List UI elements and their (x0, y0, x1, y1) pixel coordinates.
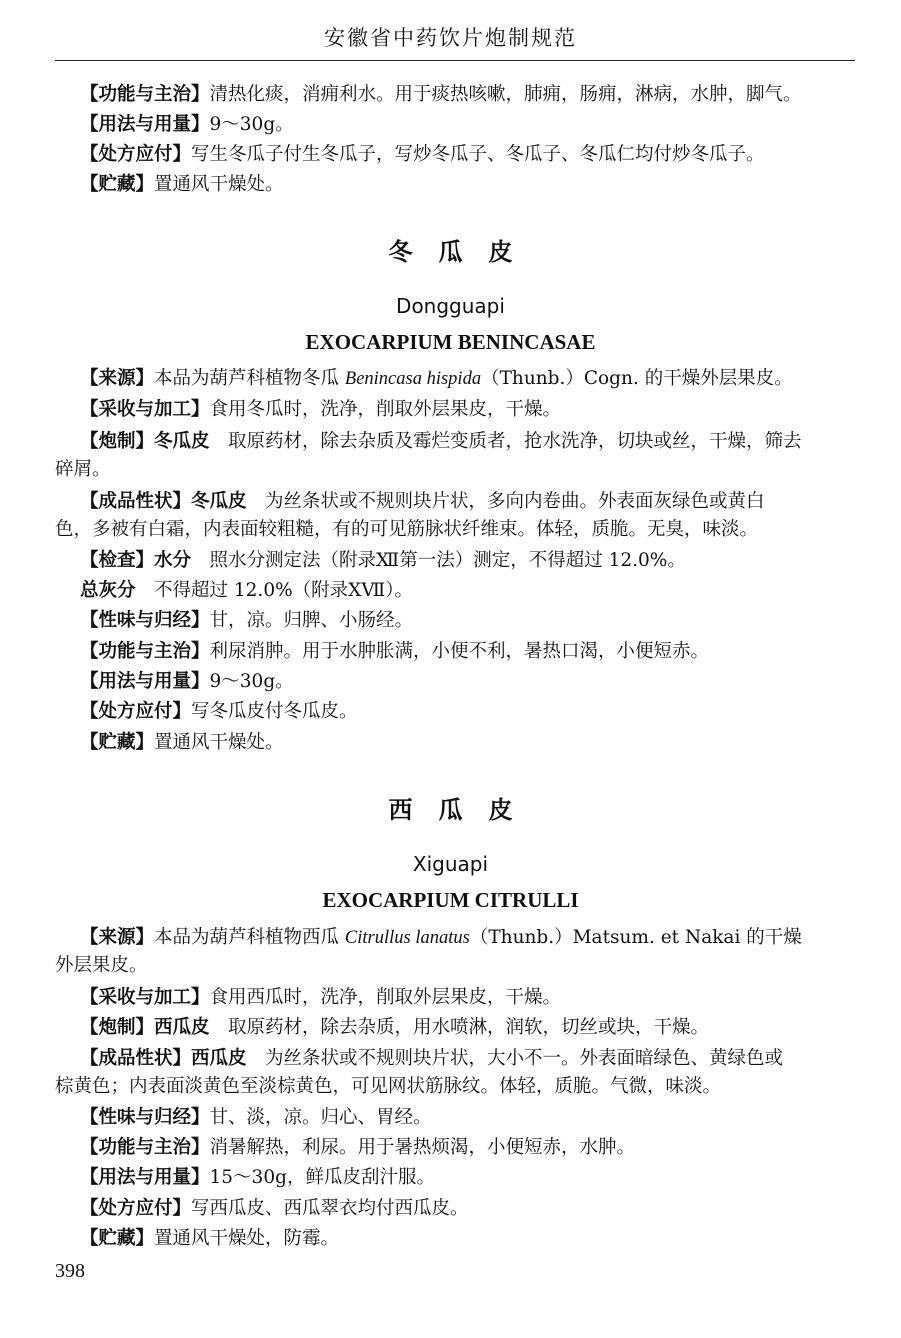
entry2-gongneng: 【功能与主治】消暑解热，利尿。用于暑热烦渴，小便短赤，水肿。 (80, 1137, 636, 1158)
entry1-xingwei: 【性味与归经】甘，凉。归脾、小肠经。 (80, 610, 414, 631)
entry2-laiyuan-cont: 外层果皮。 (55, 955, 148, 976)
entry2-pinyin: Xiguapi (412, 852, 489, 876)
entry1-yongfa: 【用法与用量】9～30g。 (80, 671, 294, 692)
entry2-title: 西瓜皮 (388, 796, 539, 824)
running-header (0, 0, 901, 62)
entry1-xingzhuang-cont: 色，多被有白霜，内表面较粗糙，有的可见筋脉状纤维束。体轻，质脆。无臭，味淡。 (55, 519, 759, 540)
entry1-xingzhuang: 【成品性状】冬瓜皮 为丝条状或不规则块片状，多向内卷曲。外表面灰绿色或黄白 (80, 491, 765, 512)
entry2-yongfa: 【用法与用量】15～30g，鲜瓜皮刮汁服。 (80, 1167, 435, 1188)
entry1-latin-name: EXOCARPIUM BENINCASAE (305, 330, 596, 354)
entry2-zhucang: 【贮藏】置通风干燥处，防霉。 (80, 1228, 340, 1249)
entry1-huifen: 总灰分 不得超过 12.0%（附录ⅩⅦ）。 (80, 580, 413, 601)
entry1-pinyin: Dongguapi (396, 294, 505, 318)
entry1-paozhi: 【炮制】冬瓜皮 取原药材，除去杂质及霉烂变质者，抢水洗净，切块或丝，干燥，筛去 (80, 431, 802, 452)
prev-gongneng: 【功能与主治】清热化痰，消痈利水。用于痰热咳嗽，肺痈，肠痈，淋病，水肿，脚气。 (80, 84, 802, 105)
entry1-title: 冬瓜皮 (388, 238, 539, 266)
entry1-laiyuan: 【来源】本品为葫芦科植物冬瓜 Benincasa hispida（Thunb.）Cogn. 的干燥外层果皮。 (80, 368, 793, 389)
entry1-gongneng: 【功能与主治】利尿消肿。用于水肿胀满，小便不利，暑热口渴，小便短赤。 (80, 641, 710, 662)
entry2-xingzhuang-cont: 棕黄色；内表面淡黄色至淡棕黄色，可见网状筋脉纹。体轻，质脆。气微，味淡。 (55, 1076, 722, 1097)
entry2-xingwei: 【性味与归经】甘、淡，凉。归心、胃经。 (80, 1107, 432, 1128)
entry2-latin-name: EXOCARPIUM CITRULLI (322, 888, 579, 912)
entry1-caishou: 【采收与加工】食用冬瓜时，洗净，削取外层果皮，干燥。 (80, 399, 562, 420)
entry2-caishou: 【采收与加工】食用西瓜时，洗净，削取外层果皮，干燥。 (80, 987, 562, 1008)
entry2-paozhi: 【炮制】西瓜皮 取原药材，除去杂质，用水喷淋，润软，切丝或块，干燥。 (80, 1017, 710, 1038)
entry1-zhucang: 【贮藏】置通风干燥处。 (80, 732, 284, 753)
prev-zhucang: 【贮藏】置通风干燥处。 (80, 174, 284, 195)
header-rule (55, 60, 855, 61)
prev-yongfa: 【用法与用量】9～30g。 (80, 114, 294, 135)
entry2-chufang: 【处方应付】写西瓜皮、西瓜翠衣均付西瓜皮。 (80, 1198, 469, 1219)
entry2-laiyuan: 【来源】本品为葫芦科植物西瓜 Citrullus lanatus（Thunb.）Matsum. et Nakai 的干燥 (80, 927, 802, 948)
entry1-jiancha: 【检查】水分 照水分测定法（附录Ⅻ第一法）测定，不得超过 12.0%。 (80, 550, 686, 571)
book-title: 安徽省中药饮片炮制规范 (324, 26, 577, 50)
entry1-chufang: 【处方应付】写冬瓜皮付冬瓜皮。 (80, 701, 358, 722)
prev-chufang: 【处方应付】写生冬瓜子付生冬瓜子，写炒冬瓜子、冬瓜子、冬瓜仁均付炒冬瓜子。 (80, 144, 765, 165)
entry1-paozhi-cont: 碎屑。 (55, 459, 111, 480)
page-number: 398 (55, 1260, 85, 1282)
entry2-xingzhuang: 【成品性状】西瓜皮 为丝条状或不规则块片状，大小不一。外表面暗绿色、黄绿色或 (80, 1048, 784, 1069)
